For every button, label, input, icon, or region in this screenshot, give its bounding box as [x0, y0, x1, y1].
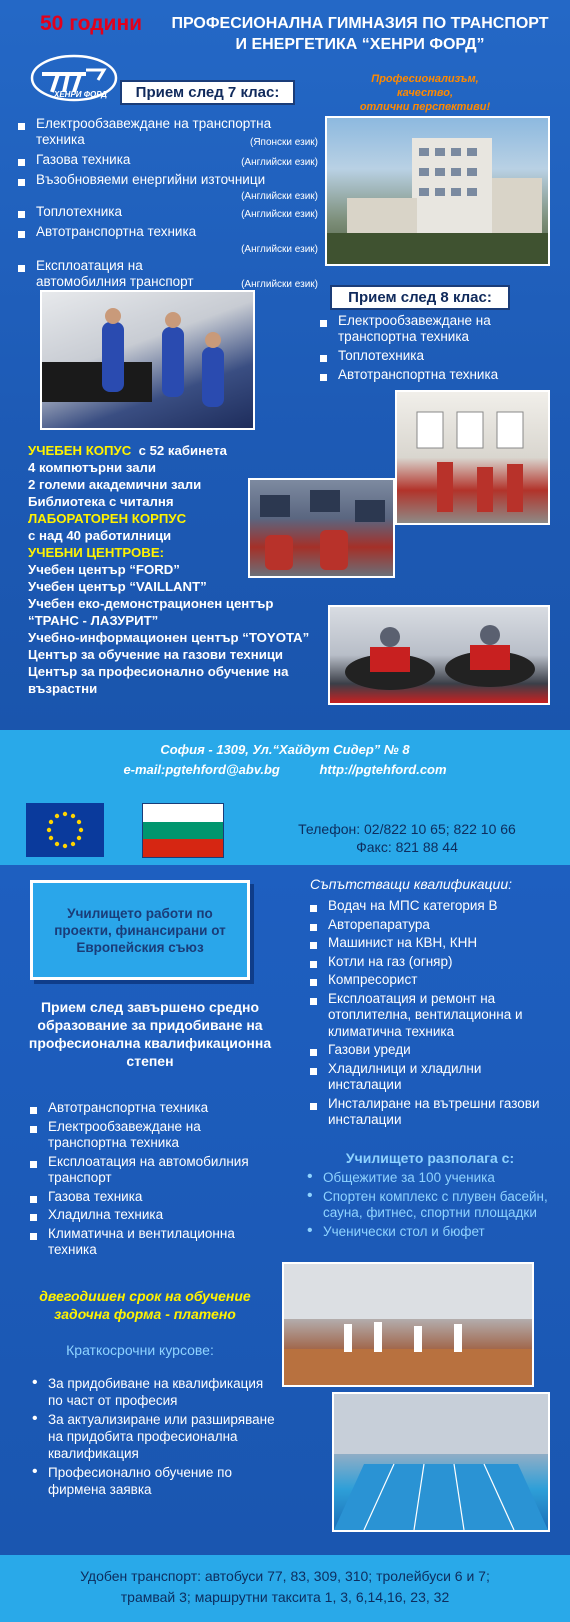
list-item: Експлоатация на автомобилния транспорт — [30, 1154, 280, 1187]
facilities-block: УЧЕБЕН КОПУС с 52 кабинета 4 компютърни зали 2 големи академични зали Библиотека с читалня ЛАБОРАТОРЕН КОРПУС с над 40 работилници УЧЕБНИ ЦЕНТРОВЕ: Учебен център “FORD” Учебен център “VAILLANT” Учебен еко-демонстрационен център “ТРАНС - ЛАЗУРИТ” Учебно-информационен център “TOYOTA” Център за обучение на газови техници Център за професионално обучение на възрастни — [28, 442, 318, 697]
qualifications-list — [310, 898, 550, 1131]
list-item: Електрообзавеждане на транспортна техника (Японски език) — [18, 116, 318, 150]
mechanics-photo — [40, 290, 255, 430]
gym-icon — [284, 1264, 532, 1385]
transport-info: Удобен транспорт: автобуси 77, 83, 309, 310; тролейбуси 6 и 7; трамвай 3; маршрутни таксита 1, 3, 6,14,16, 23, 32 — [80, 1568, 490, 1605]
fax-number: Факс: 821 88 44 — [356, 839, 458, 855]
qualifications-title: Съпътстващи квалификации: — [310, 876, 513, 892]
pool-icon — [334, 1394, 548, 1530]
car-repair-icon — [42, 292, 253, 428]
building-label: УЧЕБЕН КОПУС — [28, 443, 132, 458]
list-item: Електрообзавеждане на транспортна техника — [320, 313, 550, 345]
list-item: • Професионално обучение по фирмена заявка — [30, 1464, 280, 1498]
school-building-photo — [325, 116, 550, 266]
language-note: (Английски език) — [241, 157, 318, 168]
language-note: (Английски език) — [241, 191, 318, 202]
list-item: Топлотехника (Английски език) — [18, 204, 318, 222]
list-item: Газови уреди — [310, 1042, 550, 1059]
short-courses-list — [30, 1375, 280, 1500]
list-item: • За актуализиране или разширяване на придобита професионална квалификация — [30, 1411, 280, 1462]
website-link[interactable]: http://pgtehford.com — [319, 762, 447, 777]
list-item: Автотранспортна техника (Английски език) — [18, 224, 318, 256]
list-item: Електрообзавеждане на транспортна техника — [30, 1119, 280, 1152]
logo-icon — [28, 52, 120, 108]
slogan-line1: Професионализъм, — [371, 73, 479, 85]
language-note: (Английски език) — [241, 279, 318, 290]
years-badge: 50 години — [40, 12, 143, 35]
email-link[interactable]: e-mail:pgtehford@abv.bg — [123, 762, 280, 777]
list-item: Експлоатация на автомобилния транспорт (Английски език) — [18, 258, 318, 292]
slogan — [305, 72, 545, 114]
centers-label: УЧЕБНИ ЦЕНТРОВЕ: — [28, 545, 165, 560]
post-secondary-list — [30, 1100, 280, 1261]
admission7-title: Прием след 7 клас: — [120, 80, 295, 105]
list-item: Газова техника (Английски език) — [18, 152, 318, 170]
list-item: Авторепаратура — [310, 917, 550, 934]
bulgarian-flag-icon — [142, 803, 224, 858]
contact-band — [0, 730, 570, 790]
slogan-line2: качество, — [396, 87, 454, 99]
list-item: Инсталиране на вътрешни газови инсталации — [310, 1096, 550, 1129]
list-item: • За придобиване на квалификация по част от професия — [30, 1375, 280, 1409]
boiler-lab-icon — [397, 392, 548, 523]
list-item: Машинист на КВН, КНН — [310, 935, 550, 952]
language-note: (Японски език) — [249, 137, 318, 148]
sports-hall-photo — [282, 1262, 534, 1387]
school-title-line1: ПРОФЕСИОНАЛНА ГИМНАЗИЯ ПО ТРАНСПОРТ — [171, 15, 549, 32]
phone-info — [272, 820, 542, 856]
list-item: • Общежитие за 100 ученика — [305, 1170, 555, 1187]
list-item: Хладилна техника — [30, 1207, 280, 1224]
list-item: Автотранспортна техника — [30, 1100, 280, 1117]
list-item: Възобновяеми енергийни източници (Английски език) — [18, 172, 318, 202]
list-item: • Спортен комплекс с плувен басейн, сауна, фитнес, спортни площадки — [305, 1189, 555, 1222]
lab-label: ЛАБОРАТОРЕН КОРПУС — [28, 511, 187, 526]
short-courses-title: Краткосрочни курсове: — [66, 1342, 214, 1358]
eu-projects-box: Училището работи по проекти, финансирани от Европейския съюз — [30, 880, 250, 980]
list-item: Автотранспортна техника — [320, 367, 550, 383]
language-note: (Английски език) — [241, 209, 318, 220]
list-item: Газова техника — [30, 1189, 280, 1206]
building-icon — [327, 118, 548, 264]
post-secondary-title: Прием след завършено средно образование за придобиване на професионална квалификационна степен — [28, 999, 272, 1069]
slogan-line3: отлични перспективи! — [359, 101, 491, 113]
admission8-title: Прием след 8 клас: — [330, 285, 510, 310]
list-item: Водач на МПС категория В — [310, 898, 550, 915]
heating-lab-photo — [395, 390, 550, 525]
school-title — [160, 13, 560, 55]
school-has-list — [305, 1170, 555, 1242]
go-kart-icon — [330, 607, 548, 703]
school-has-title: Училището разполага с: — [345, 1150, 515, 1166]
list-item: • Ученически стол и бюфет — [305, 1224, 555, 1241]
swimming-pool-photo — [332, 1392, 550, 1532]
list-item: Котли на газ (огняр) — [310, 954, 550, 971]
list-item: Климатична и вентилационна техника — [30, 1226, 280, 1259]
admission8-list — [320, 313, 550, 386]
go-karts-photo — [328, 605, 550, 705]
list-item: Хладилници и хладилни инсталации — [310, 1061, 550, 1094]
list-item: Експлоатация и ремонт на отоплителна, вентилационна и климатична техника — [310, 991, 550, 1041]
eu-flag-icon — [26, 803, 104, 857]
study-duration: двегодишен срок на обучение задочна форма - платено — [39, 1288, 251, 1322]
list-item: Топлотехника — [320, 348, 550, 364]
address: София - 1309, Ул.“Хайдут Сидер” № 8 — [160, 742, 410, 757]
school-title-line2: И ЕНЕРГЕТИКА “ХЕНРИ ФОРД” — [235, 36, 485, 53]
language-note: (Английски език) — [241, 244, 318, 255]
list-item: Компресорист — [310, 972, 550, 989]
school-logo — [28, 52, 120, 108]
phone-number[interactable]: Телефон: 02/822 10 65; 822 10 66 — [298, 821, 516, 837]
contact-links — [0, 762, 570, 777]
admission7-list — [18, 116, 318, 294]
logo-text: ХЕНРИ ФОРД — [54, 90, 108, 99]
